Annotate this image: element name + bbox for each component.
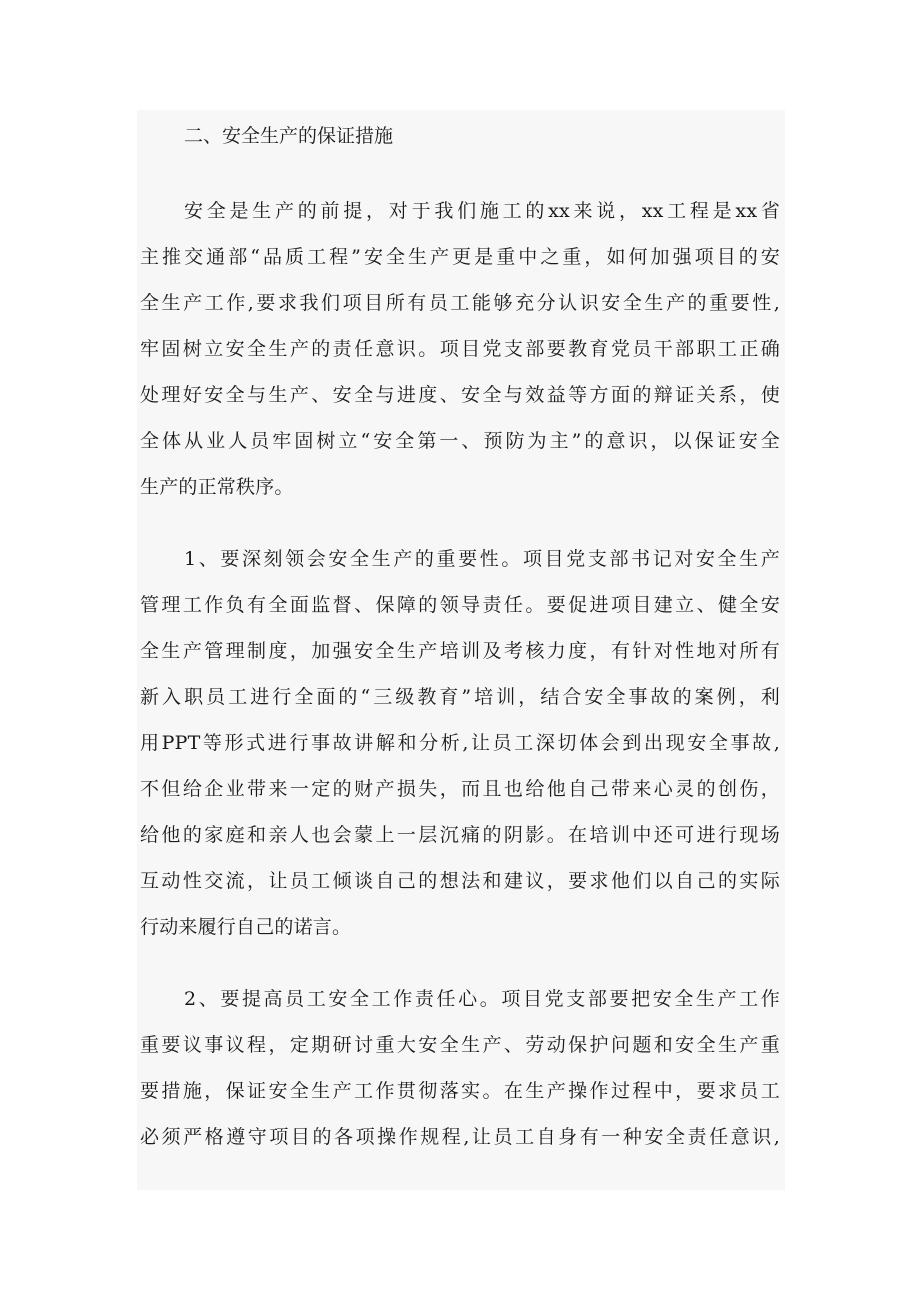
text-line: 用PPT等形式进行事故讲解和分析,让员工深切体会到出现安全事故, <box>140 732 780 754</box>
text-line: 互动性交流，让员工倾谈自己的想法和建议，要求他们以自己的实际 <box>140 870 780 892</box>
document-body <box>140 114 780 1160</box>
text-line: 牢固树立安全生产的责任意识。项目党支部要教育党员干部职工正确 <box>140 338 780 360</box>
text-line: 生产的正常秩序。 <box>140 476 294 498</box>
text-line: 安全是生产的前提，对于我们施工的xx来说，xx工程是xx省 <box>184 200 780 222</box>
text-line: 必须严格遵守项目的各项操作规程,让员工自身有一种安全责任意识, <box>140 1126 780 1148</box>
text-line: 不但给企业带来一定的财产损失，而且也给他自己带来心灵的创伤， <box>140 778 780 800</box>
paragraph-gap <box>140 510 780 536</box>
text-line: 主推交通部“品质工程”安全生产更是重中之重，如何加强项目的安 <box>140 246 780 268</box>
text-line: 全体从业人员牢固树立“安全第一、预防为主”的意识，以保证安全 <box>140 430 780 452</box>
text-line: 全生产管理制度，加强安全生产培训及考核力度，有针对性地对所有 <box>140 640 780 662</box>
text-line: 重要议事议程，定期研讨重大安全生产、劳动保护问题和安全生产重 <box>140 1034 780 1056</box>
text-line: 全生产工作,要求我们项目所有员工能够充分认识安全生产的重要性, <box>140 292 780 314</box>
text-line: 2、要提高员工安全工作责任心。项目党支部要把安全生产工作 <box>184 988 780 1010</box>
paragraph-gap <box>140 158 780 188</box>
text-line: 处理好安全与生产、安全与进度、安全与效益等方面的辩证关系，使 <box>140 384 780 406</box>
section-heading: 二、安全生产的保证措施 <box>184 125 394 147</box>
paragraph-item-2 <box>140 976 780 1160</box>
text-line: 给他的家庭和亲人也会蒙上一层沉痛的阴影。在培训中还可进行现场 <box>140 824 780 846</box>
paragraph-gap <box>140 950 780 976</box>
text-line: 1、要深刻领会安全生产的重要性。项目党支部书记对安全生产 <box>184 548 780 570</box>
text-line: 新入职员工进行全面的“三级教育”培训，结合安全事故的案例，利 <box>140 686 780 708</box>
paragraph-item-1 <box>140 536 780 950</box>
paragraph-intro <box>140 188 780 510</box>
text-line: 管理工作负有全面监督、保障的领导责任。要促进项目建立、健全安 <box>140 594 780 616</box>
text-line: 要措施，保证安全生产工作贯彻落实。在生产操作过程中，要求员工 <box>140 1080 780 1102</box>
text-line: 行动来履行自己的诺言。 <box>140 916 352 938</box>
